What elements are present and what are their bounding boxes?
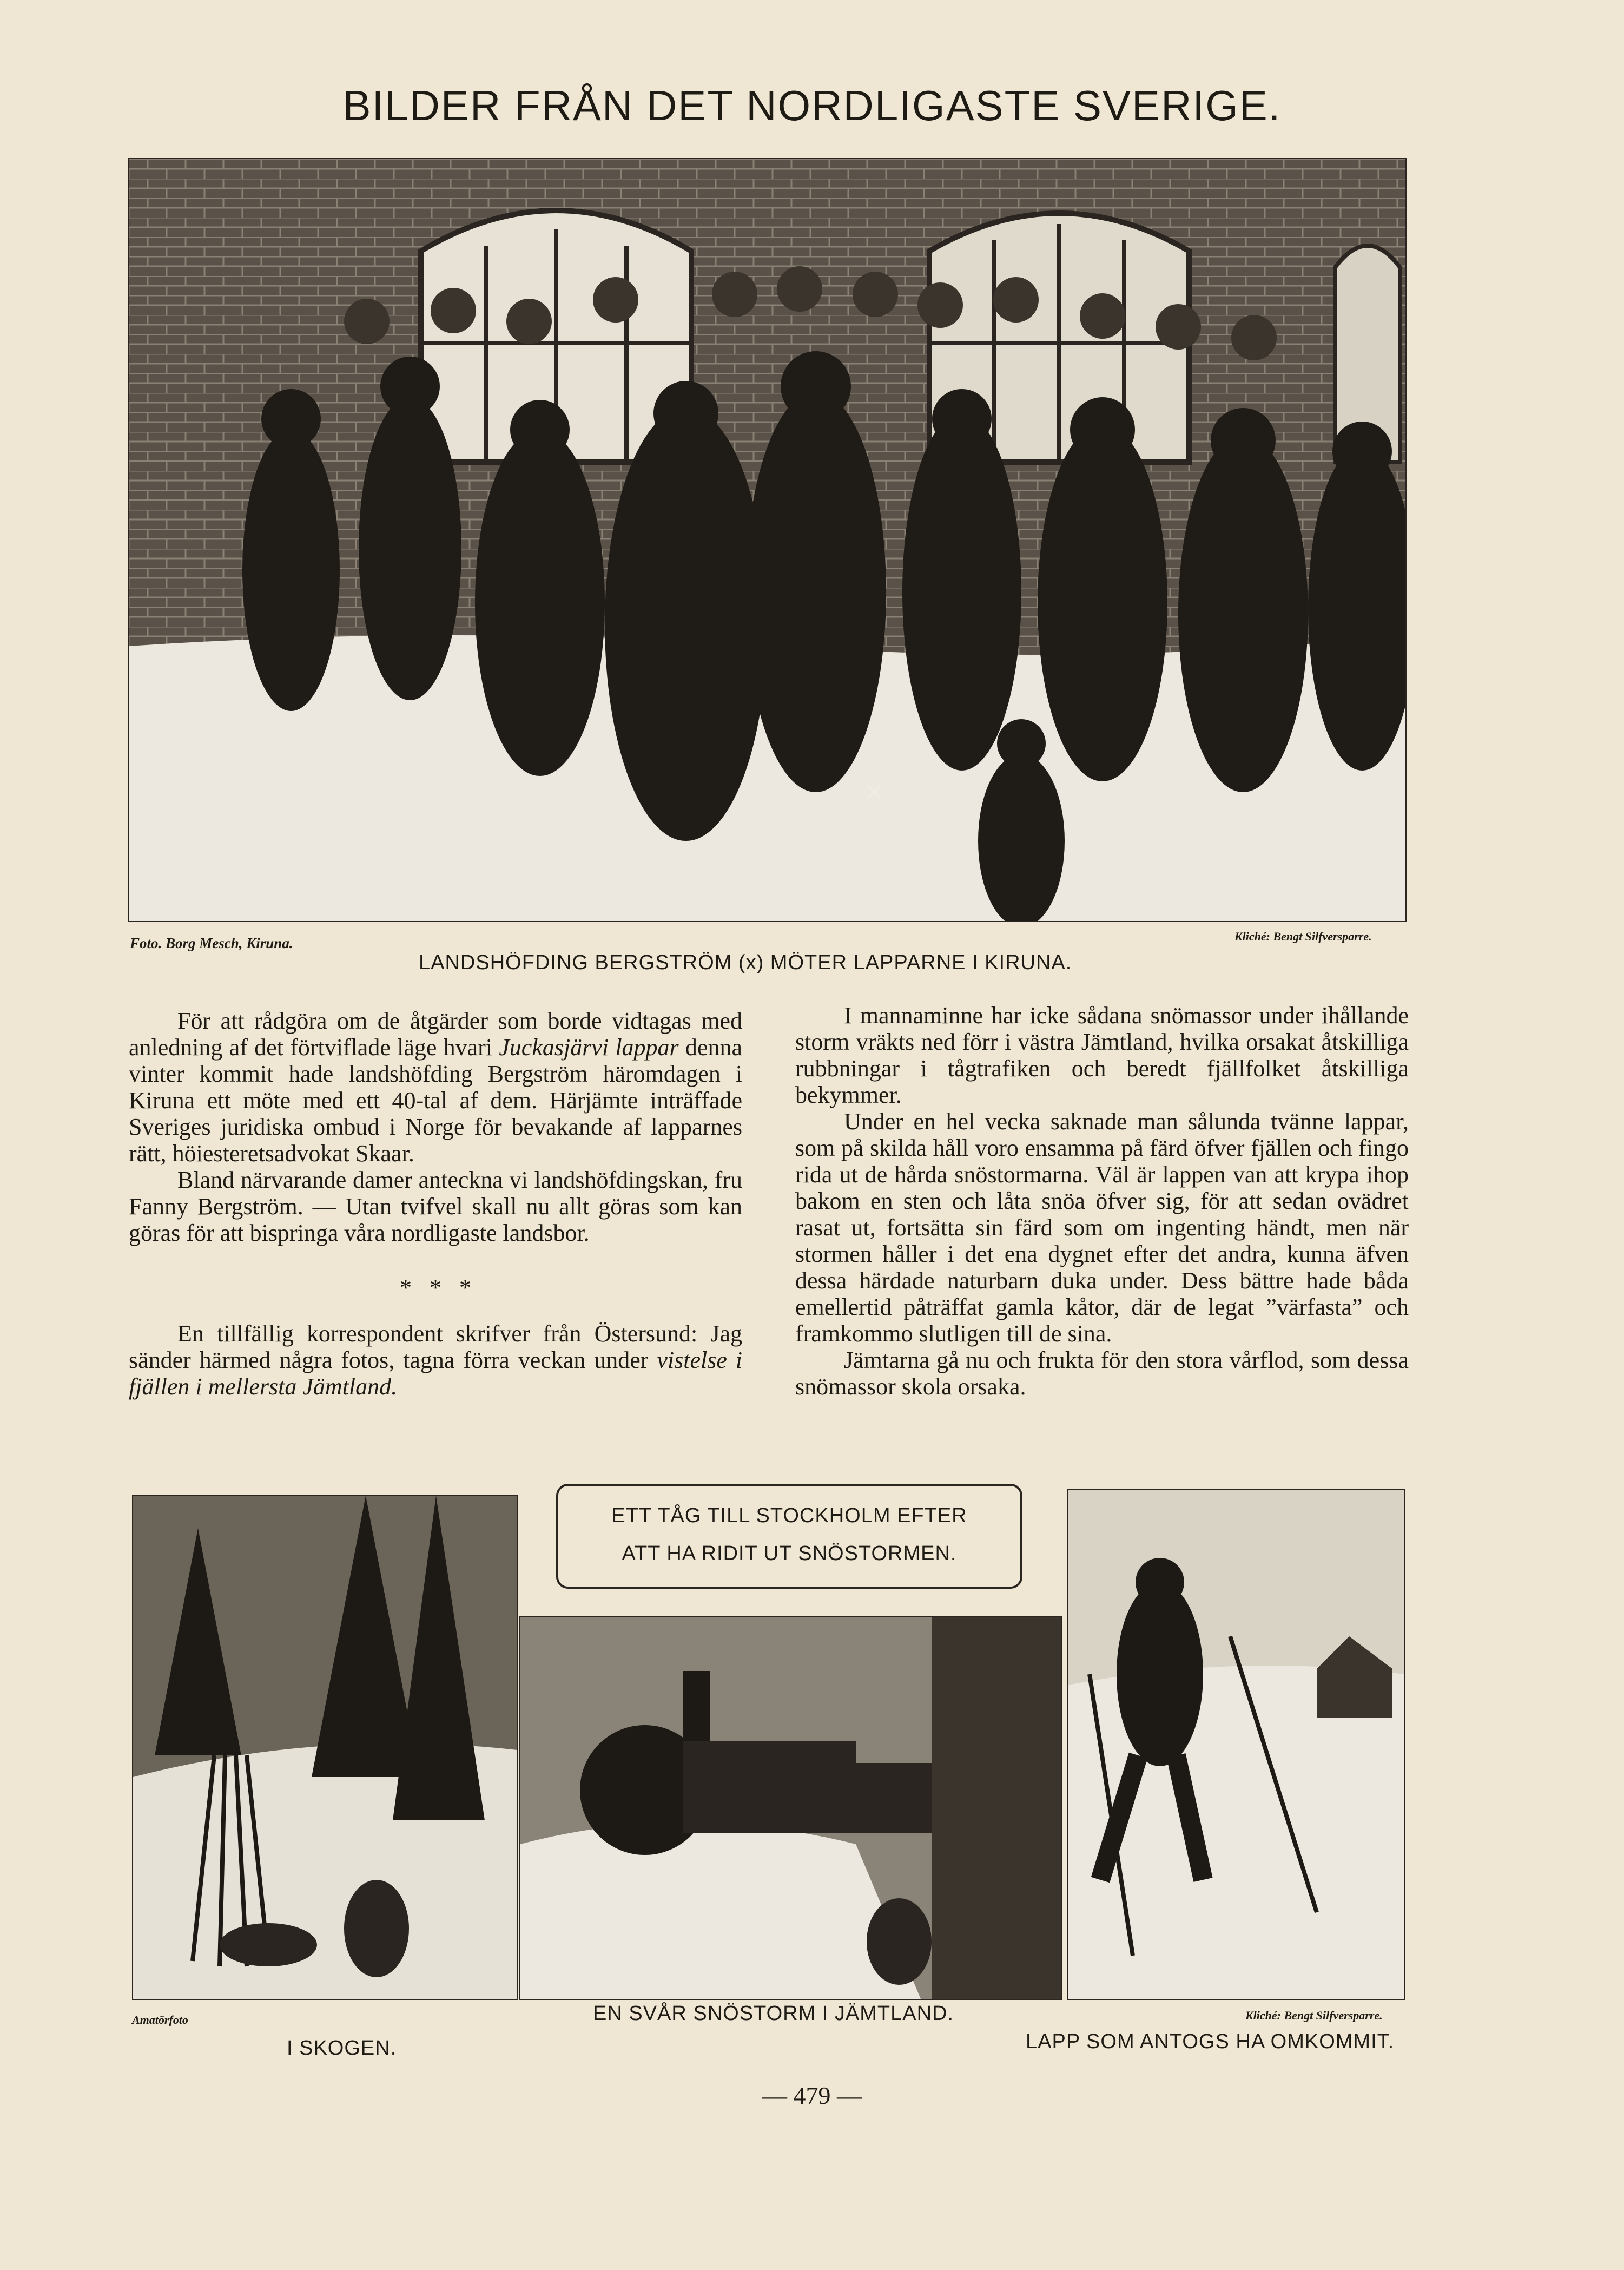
- article-left-paragraph-3: En tillfällig korrespondent skrifver från Östersund: Jag sänder härmed några fotos, tagna förra veckan under vistelse i fjällen i mellersta Jämtland.: [129, 1320, 742, 1400]
- boxed-caption-line-2: ATT HA RIDIT UT SNÖSTORMEN.: [622, 1542, 957, 1565]
- main-photo-caption: LANDSHÖFDING BERGSTRÖM (x) MÖTER LAPPARNE I KIRUNA.: [419, 951, 1072, 974]
- page-title: BILDER FRÅN DET NORDLIGASTE SVERIGE.: [342, 82, 1282, 129]
- cliche-credit: Kliché: Bengt Silfversparre.: [1234, 930, 1372, 943]
- boxed-caption-line-1: ETT TÅG TILL STOCKHOLM EFTER: [611, 1504, 967, 1527]
- svg-text:×: ×: [864, 774, 884, 810]
- photo-credit: Foto. Borg Mesch, Kiruna.: [130, 935, 293, 951]
- forest-photo-credit: Amatörfoto: [132, 2013, 188, 2026]
- article-right-paragraph-3: Jämtarna gå nu och frukta för den stora vårflod, som dessa snömassor skola orsaka.: [795, 1347, 1409, 1400]
- train-snowstorm-photo: [519, 1616, 1062, 2000]
- article-left-column: [129, 1008, 742, 1400]
- main-photo: [128, 158, 1407, 922]
- article-right-paragraph-2: Under en hel vecka saknade man sålunda tvänne lappar, som på skilda håll voro ensamma på färd öfver fjällen och fingo rida ut de hårda snöstormarna. Väl är lappen van att krypa ihop bakom en sten och låta snöa öfver sig, för att sedan ovädret rasat ut, fortsätta sin färd som om ingenting händt, men när stormen håller i det ena dygnet efter det andra, kunna äfven dessa härdade naturbarn duka under. Dess bättre hade båda emellertid påträffat gamla kåtor, där de legat ”värfasta” och framkommo slutligen till de sina.: [795, 1108, 1409, 1347]
- article-right-paragraph-1: I mannaminne har icke sådana snömassor under ihållande storm vräkts ned förr i västra Jämtland, hvilka orsakat åtskilliga rubbningar i tågtrafiken och beredt fjällfolket åtskilliga bekymmer.: [795, 1002, 1409, 1108]
- lapp-photo-caption: LAPP SOM ANTOGS HA OMKOMMIT.: [1026, 2030, 1395, 2053]
- section-separator: * * *: [400, 1274, 471, 1301]
- lapp-photo: [1067, 1489, 1405, 2000]
- train-photo-image: [520, 1617, 1061, 1999]
- forest-photo-caption: I SKOGEN.: [287, 2037, 397, 2060]
- forest-photo: [132, 1495, 518, 2000]
- train-photo-caption: EN SVÅR SNÖSTORM I JÄMTLAND.: [593, 2002, 954, 2025]
- article-right-column: [795, 1002, 1409, 1400]
- lapp-photo-image: [1068, 1490, 1404, 1999]
- article-left-paragraph-1: För att rådgöra om de åtgärder som borde vidtagas med anledning af det förtviflade läge hvari Juckasjärvi lappar denna vinter kommit hade landshöfding Bergström häromdagen i Kiruna ett möte med ett 40-tal af dem. Härjämte inträffade Sveriges juridiska ombud i Norge för bevakande af lapparnes rätt, höiesteretsadvokat Skaar.: [129, 1008, 742, 1167]
- forest-photo-image: [133, 1496, 517, 1999]
- article-left-paragraph-2: Bland närvarande damer anteckna vi landshöfdingskan, fru Fanny Bergström. — Utan tvifvel skall nu allt göras som kan göras för att bispringa våra nordligaste landsbor.: [129, 1167, 742, 1246]
- lapp-photo-credit: Kliché: Bengt Silfversparre.: [1245, 2009, 1383, 2022]
- main-photo-image: [129, 159, 1405, 921]
- page-number: — 479 —: [762, 2082, 862, 2109]
- train-photo-boxed-caption: [556, 1484, 1022, 1589]
